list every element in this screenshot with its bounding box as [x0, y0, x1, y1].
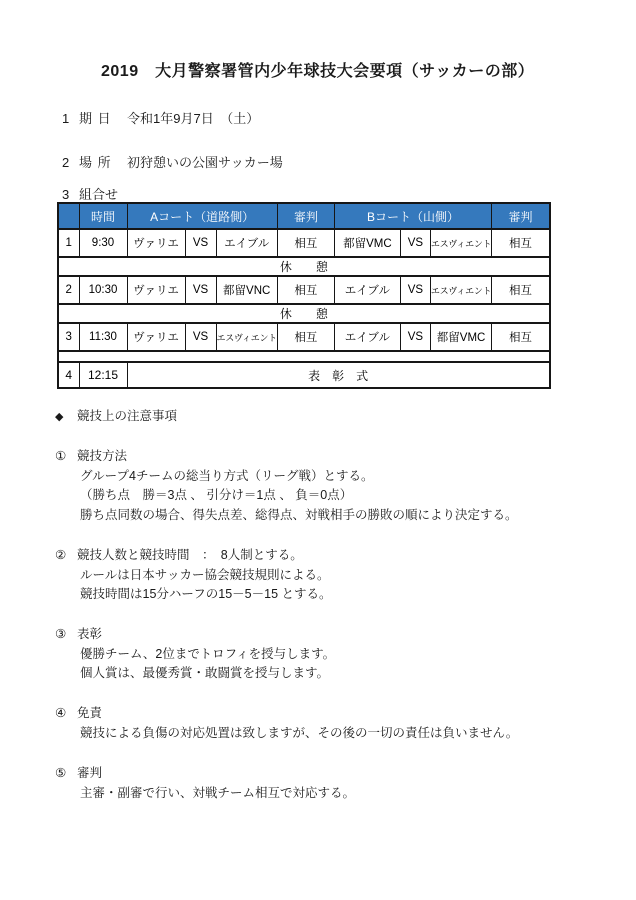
note-section-players-time: [55, 546, 332, 605]
match-no: 4: [58, 362, 79, 388]
match-row-2: [58, 276, 550, 304]
match-row-1: [58, 229, 550, 257]
notes-heading: [55, 406, 177, 424]
section-line: ルールは日本サッカー協会競技規則による。: [80, 567, 330, 582]
court-b-away-team: エスヴィエント: [430, 229, 491, 257]
header-no-cell: [58, 203, 79, 229]
court-b-home-team: エイブル: [334, 276, 400, 304]
section-number: ④: [55, 706, 67, 720]
court-b-away-team: エスヴィエント: [430, 276, 491, 304]
section-heading: [55, 764, 355, 784]
court-b-vs: VS: [400, 323, 430, 351]
court-b-away-team: 都留VMC: [430, 323, 491, 351]
info-label: 場 所: [79, 155, 111, 170]
court-b-referee: 相互: [492, 276, 550, 304]
court-a-referee: 相互: [277, 276, 334, 304]
court-a-vs: VS: [185, 229, 216, 257]
court-b-home-team: エイブル: [334, 323, 400, 351]
match-time: 12:15: [79, 362, 127, 388]
section-line: 勝ち点同数の場合、得失点差、総得点、対戦相手の勝敗の順により決定する。: [80, 507, 518, 522]
court-a-home-team: ヴァリエ: [127, 229, 185, 257]
court-b-referee: 相互: [492, 323, 550, 351]
info-label: 期 日: [79, 111, 111, 126]
header-referee-a-cell: 審判: [277, 203, 334, 229]
info-label: 組合せ: [79, 187, 119, 202]
section-line: （勝ち点 勝＝3点 、 引分け＝1点 、 負＝0点）: [80, 488, 353, 502]
break-label: 休 憩: [58, 304, 550, 323]
court-b-home-team: 都留VMC: [334, 229, 400, 257]
info-number: 3: [62, 187, 70, 202]
header-court-b-cell: Bコート（山側）: [334, 203, 491, 229]
section-title: 免責: [77, 706, 103, 720]
section-heading: [55, 625, 335, 645]
section-title: 表彰: [77, 627, 103, 641]
schedule-table: [57, 202, 551, 389]
header-referee-b-cell: 審判: [492, 203, 550, 229]
match-row-3: [58, 323, 550, 351]
section-heading: [55, 447, 518, 467]
spacer-cell: [58, 351, 550, 362]
court-a-referee: 相互: [277, 323, 334, 351]
section-line: 主審・副審で行い、対戦チーム相互で対応する。: [80, 785, 356, 800]
court-a-away-team: エスヴィエント: [216, 323, 277, 351]
section-number: ③: [55, 627, 67, 641]
note-section-referees: [55, 764, 355, 803]
section-line: グループ4チームの総当り方式（リーグ戦）とする。: [80, 468, 374, 483]
section-number: ⑤: [55, 766, 67, 780]
section-heading: [55, 704, 518, 724]
match-no: 3: [58, 323, 79, 351]
court-a-home-team: ヴァリエ: [127, 323, 185, 351]
section-heading: [55, 546, 332, 566]
info-number: 2: [62, 155, 70, 170]
court-a-away-team: エイブル: [216, 229, 277, 257]
notes-heading-text: 競技上の注意事項: [77, 409, 178, 423]
court-a-referee: 相互: [277, 229, 334, 257]
court-a-vs: VS: [185, 276, 216, 304]
break-label: 休 憩: [58, 257, 550, 276]
info-value: 令和1年9月7日 （土）: [127, 111, 260, 126]
section-title: 審判: [77, 766, 103, 780]
ceremony-label: 表 彰 式: [127, 362, 550, 388]
section-line: 個人賞は、最優秀賞・敢闘賞を授与します。: [80, 666, 330, 680]
court-b-vs: VS: [400, 276, 430, 304]
section-number: ①: [55, 449, 67, 463]
match-time: 10:30: [79, 276, 127, 304]
section-title: 競技方法: [77, 449, 128, 463]
section-line: 優勝チーム、2位までトロフィを授与します。: [80, 646, 336, 661]
info-line-pairings: [62, 184, 127, 203]
header-time-cell: 時間: [79, 203, 127, 229]
table-header-row: [58, 203, 550, 229]
match-time: 9:30: [79, 229, 127, 257]
break-row: [58, 257, 550, 276]
match-no: 1: [58, 229, 79, 257]
match-time: 11:30: [79, 323, 127, 351]
section-line: 競技時間は15分ハーフの15－5－15 とする。: [80, 587, 332, 601]
court-b-referee: 相互: [492, 229, 550, 257]
info-number: 1: [62, 111, 70, 126]
note-section-disclaimer: [55, 704, 518, 743]
header-court-a-cell: Aコート（道路側）: [127, 203, 277, 229]
section-title: 競技人数と競技時間 ： 8人制とする。: [77, 548, 303, 562]
info-line-date: [62, 108, 259, 127]
court-a-away-team: 都留VNC: [216, 276, 277, 304]
note-section-method: [55, 447, 518, 525]
court-b-vs: VS: [400, 229, 430, 257]
break-row: [58, 304, 550, 323]
note-section-awards: [55, 625, 335, 684]
spacer-row: [58, 351, 550, 362]
diamond-bullet-icon: ◆: [55, 411, 64, 423]
page-title: 2019 大月警察署管内少年球技大会要項（サッカーの部）: [101, 63, 535, 80]
court-a-vs: VS: [185, 323, 216, 351]
court-a-home-team: ヴァリエ: [127, 276, 185, 304]
section-number: ②: [55, 548, 67, 562]
ceremony-row: [58, 362, 550, 388]
info-line-place: [62, 152, 283, 171]
section-line: 競技による負傷の対応処置は致しますが、その後の一切の責任は負いません。: [80, 725, 519, 740]
match-no: 2: [58, 276, 79, 304]
info-value: 初狩憩いの公園サッカー場: [127, 155, 283, 170]
